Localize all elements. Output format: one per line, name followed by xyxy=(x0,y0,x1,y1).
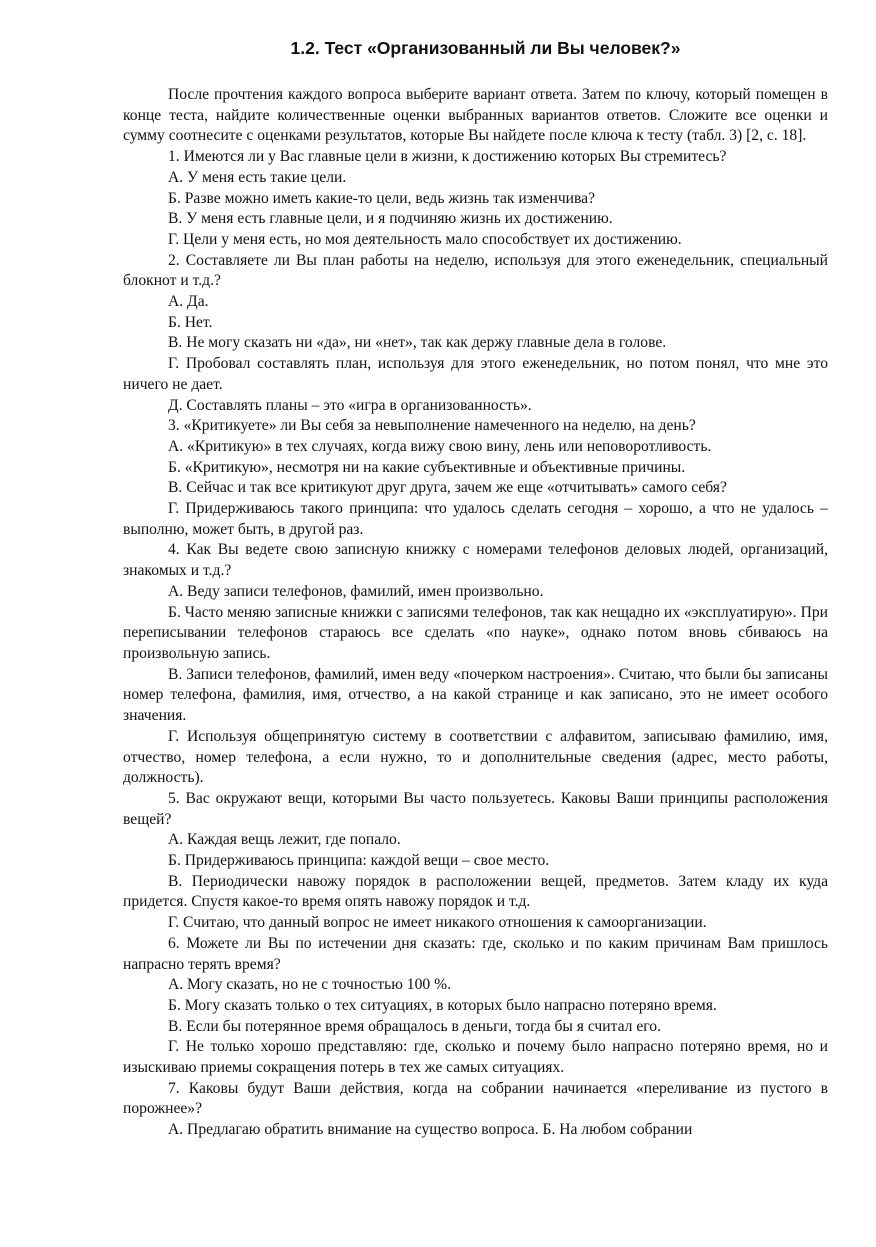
paragraph: А. Предлагаю обратить внимание на существо вопроса. Б. На любом собрании xyxy=(168,1121,693,1139)
paragraph: Д. Составлять планы – это «игра в организованность». xyxy=(168,396,532,414)
paragraph: А. Веду записи телефонов, фамилий, имен произвольно. xyxy=(168,582,544,600)
paragraph: В. Записи телефонов, фамилий, имен веду «почерком настроения». Считаю, что были бы записаны номер телефона, фамилия, имя, отчество, а на какой странице и как записано, это не имеет особого значения. xyxy=(123,665,828,725)
paragraph: А. «Критикую» в тех случаях, когда вижу свою вину, лень или неповоротливость. xyxy=(168,437,712,455)
paragraph: В. У меня есть главные цели, и я подчиняю жизнь их достижению. xyxy=(168,210,613,228)
paragraph: 6. Можете ли Вы по истечении дня сказать: где, сколько и по каким причинам Вам пришлось напрасно терять время? xyxy=(123,934,828,973)
paragraph: В. Если бы потерянное время обращалось в деньги, тогда бы я считал его. xyxy=(168,1017,661,1035)
paragraph: Б. Придерживаюсь принципа: каждой вещи – свое место. xyxy=(168,852,550,870)
paragraph: 4. Как Вы ведете свою записную книжку с номерами телефонов деловых людей, организаций, знакомых и т.д.? xyxy=(123,541,828,580)
paragraph: Б. «Критикую», несмотря ни на какие субъективные и объективные причины. xyxy=(168,458,686,476)
paragraph: 1. Имеются ли у Вас главные цели в жизни, к достижению которых Вы стремитесь? xyxy=(168,148,727,166)
paragraph: А. Каждая вещь лежит, где попало. xyxy=(168,831,401,849)
paragraph: В. Периодически навожу порядок в расположении вещей, предметов. Затем кладу их куда придется. Спустя какое-то время опять навожу порядок и т.д. xyxy=(123,872,828,911)
paragraph: Б. Могу сказать только о тех ситуациях, в которых было напрасно потеряно время. xyxy=(168,996,717,1014)
paragraph: Б. Разве можно иметь какие-то цели, ведь жизнь так изменчива? xyxy=(168,189,596,207)
paragraph: Г. Придерживаюсь такого принципа: что удалось сделать сегодня – хорошо, а что не удалось – выполню, может быть, в другой раз. xyxy=(123,500,828,538)
paragraph: В. Сейчас и так все критикуют друг друга, зачем же еще «отчитывать» самого себя? xyxy=(168,479,727,497)
paragraph: А. Да. xyxy=(168,293,209,311)
paragraph: Г. Считаю, что данный вопрос не имеет никакого отношения к самоорганизации. xyxy=(168,914,707,932)
paragraph: После прочтения каждого вопроса выберите вариант ответа. Затем по ключу, который помещен в конце теста, найдите количественные оценки выбранных вариантов ответов. Сложите все оценки и сумму соотнесите с оценками результатов, которые Вы найдете после ключа к тесту (табл. 3) [2, с. 18]. xyxy=(123,86,828,145)
paragraph: 5. Вас окружают вещи, которыми Вы часто пользуетесь. Каковы Ваши принципы расположения вещей? xyxy=(123,789,828,828)
paragraph: Г. Не только хорошо представляю: где, сколько и почему было напрасно потеряно время, но и изыскиваю приемы сокращения потерь в тех же самых ситуациях. xyxy=(123,1038,828,1077)
paragraph: Г. Пробовал составлять план, используя для этого еженедельник, но потом понял, что мне это ничего не дает. xyxy=(123,355,828,393)
paragraph: 3. «Критикуете» ли Вы себя за невыполнение намеченного на неделю, на день? xyxy=(168,417,696,435)
paragraph: 7. Каковы будут Ваши действия, когда на собрании начинается «переливание из пустого в порожнее»? xyxy=(123,1079,828,1118)
paragraph: В. Не могу сказать ни «да», ни «нет», так как держу главные дела в голове. xyxy=(168,334,667,352)
paragraph: Б. Нет. xyxy=(168,313,213,331)
paragraph: Г. Цели у меня есть, но моя деятельность мало способствует их достижению. xyxy=(168,230,682,248)
paragraph: Г. Используя общепринятую систему в соответствии с алфавитом, записываю фамилию, имя, отчество, номер телефона, а если нужно, то и дополнительные сведения (адрес, место работы, должность). xyxy=(123,727,828,787)
paragraph: Б. Часто меняю записные книжки с записями телефонов, так как нещадно их «эксплуатирую». При переписывании телефонов стараюсь все сделать «по науке», однако потом вновь сбиваюсь на произвольную запись. xyxy=(123,603,828,662)
paragraph: А. У меня есть такие цели. xyxy=(168,168,347,186)
paragraph: 2. Составляете ли Вы план работы на неделю, используя для этого еженедельник, специальный блокнот и т.д.? xyxy=(123,251,828,290)
document-body xyxy=(123,85,828,1141)
paragraph: А. Могу сказать, но не с точностью 100 %. xyxy=(168,976,451,994)
document-title: 1.2. Тест «Организованный ли Вы человек?» xyxy=(290,38,681,58)
